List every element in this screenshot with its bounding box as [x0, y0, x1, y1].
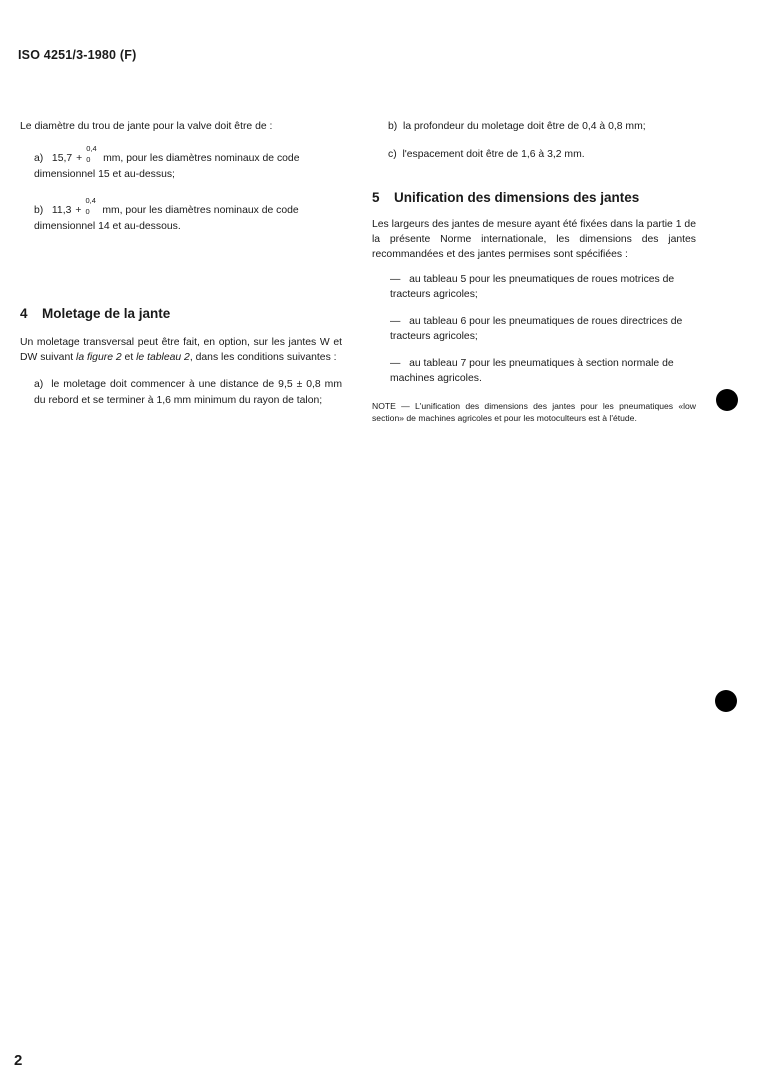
right-column [372, 119, 696, 424]
tolerance: 0,4 0 [86, 144, 97, 164]
knurl-item-b: b) la profondeur du moletage doit être de 0,4 à 0,8 mm; [388, 121, 646, 132]
page-number: 2 [14, 1052, 23, 1069]
note: NOTE — L'unification des dimensions des jantes pour les pneumatiques «low section» de machines agricoles et pour les motoculteurs est à l'étude. [372, 401, 696, 423]
list-item: — au tableau 5 pour les pneumatiques de roues motrices de tracteurs agricoles; [390, 274, 675, 300]
section-4-heading: 4 Moletage de la jante [20, 306, 171, 321]
punch-hole-mark [715, 690, 737, 712]
knurl-item-a: a) le moletage doit commencer à une distance de 9,5 ± 0,8 mm du rebord et se terminer à 1,6 mm minimum du rayon de talon; [34, 379, 342, 406]
document-reference: ISO 4251/3-1980 (F) [18, 48, 137, 62]
item-b-valve-cont: dimensionnel 14 et au-dessous. [34, 221, 181, 232]
item-a-valve-cont: dimensionnel 15 et au-dessus; [34, 169, 175, 180]
knurl-item-c: c) l'espacement doit être de 1,6 à 3,2 mm. [388, 149, 585, 160]
section-4-paragraph: Un moletage transversal peut être fait, en option, sur les jantes W et DW suivant la figure 2 et le tableau 2, dans les conditions suivantes : [20, 337, 342, 363]
list-item: — au tableau 6 pour les pneumatiques de roues directrices de tracteurs agricoles; [390, 316, 683, 342]
tolerance: 0,4 0 [85, 196, 96, 216]
section-5-paragraph: Les largeurs des jantes de mesure ayant été fixées dans la partie 1 de la présente Norme internationale, les dimensions des jantes recommandées et des jantes permises sont spécifiées : [372, 219, 696, 260]
item-a-valve: a) 15,7 + 0,4 0 mm, pour les diamètres nominaux de code [34, 144, 300, 164]
list-item: — au tableau 7 pour les pneumatiques à section normale de machines agricoles. [390, 358, 674, 384]
left-column [20, 119, 342, 409]
valve-hole-intro: Le diamètre du trou de jante pour la valve doit être de : [20, 121, 273, 132]
section-5-heading: 5 Unification des dimensions des jantes [372, 190, 640, 205]
punch-hole-mark [716, 389, 738, 411]
item-b-valve: b) 11,3 + 0,4 0 mm, pour les diamètres nominaux de code [34, 196, 299, 216]
